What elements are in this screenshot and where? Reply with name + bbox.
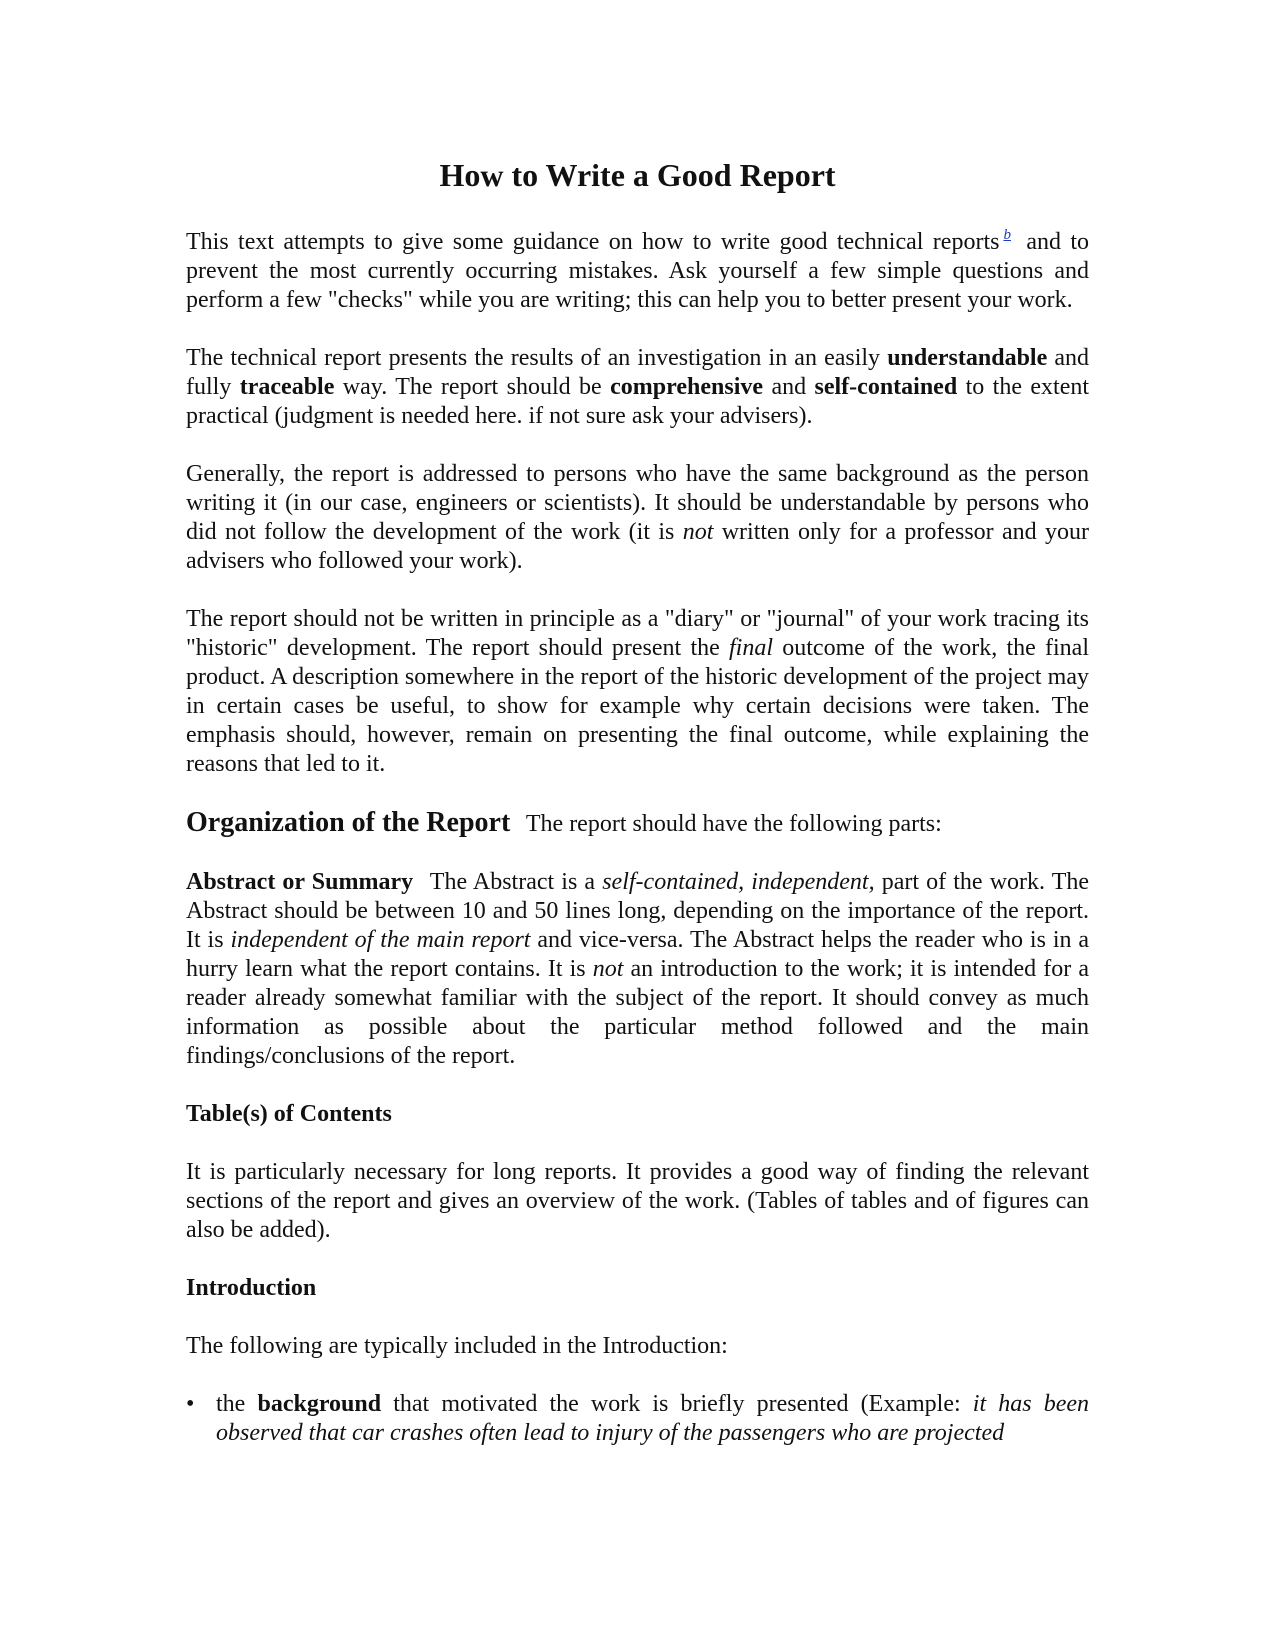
paragraph-technical-report [186, 344, 1089, 431]
text-run: to the extent practical (judgment is needed here. if not sure ask your advisers). [186, 374, 1090, 429]
text-run: and [771, 374, 807, 400]
text-run: part of the work. The Abstract should be between 10 and 50 lines long, depending on the importance of the report. It is [186, 869, 1090, 953]
toc-paragraph: It is particularly necessary for long reports. It provides a good way of finding the relevant sections of the report and gives an overview of the work. (Tables of tables and of figures can also be added). [186, 1159, 1089, 1243]
organization-heading: Organization of the Report [186, 807, 511, 838]
document-title: How to Write a Good Report [439, 157, 836, 193]
organization-section [186, 808, 1089, 839]
introduction-heading: Introduction [186, 1275, 317, 1301]
text-run: The technical report presents the results of an investigation in an easily [186, 345, 881, 371]
toc-heading: Table(s) of Contents [186, 1101, 392, 1127]
bold-term: comprehensive [610, 374, 764, 400]
bold-term: background [257, 1391, 382, 1417]
italic-term: independent of the main report [230, 927, 531, 953]
bold-term: self-contained [814, 374, 958, 400]
italic-term: not [592, 956, 624, 982]
introduction-list [186, 1390, 1089, 1448]
abstract-section [186, 868, 1089, 1071]
text-run: an introduction to the work; it is intended for a reader already somewhat familiar with the subject of the report. It should convey as much information as possible about the particular method followed and the main findings/conclusions of the report. [186, 956, 1090, 1069]
bold-term: understandable [887, 345, 1048, 371]
bold-term: traceable [239, 374, 335, 400]
text-run: and vice-versa. The Abstract helps the reader who is in a hurry learn what the report contains. It is [186, 927, 1090, 982]
organization-text: The report should have the following parts: [525, 811, 942, 837]
paragraph-not-diary [186, 605, 1089, 779]
intro-text-a: This text attempts to give some guidance on how to write good technical reports [186, 229, 1000, 255]
intro-paragraph [186, 221, 1089, 315]
text-run: The report should not be written in principle as a "diary" or "journal" of your work tracing its "historic" development. The report should present the [186, 606, 1089, 661]
intro-text-b: and to prevent the most currently occurring mistakes. Ask yourself a few simple questions and perform a few "checks" while you are writing; this can help you to better present your work. [186, 229, 1089, 313]
text-run: Generally, the report is addressed to persons who have the same background as the person writing it (in our case, engineers or scientists). It should be understandable by persons who did not follow the development of the work (it is [186, 461, 1089, 545]
text-run: The Abstract is a [429, 869, 596, 895]
paragraph-audience [186, 460, 1089, 576]
italic-term: self-contained, independent, [602, 869, 875, 895]
text-run: the [216, 1391, 246, 1417]
italic-term: final [729, 635, 774, 661]
text-run: and fully [186, 345, 1090, 400]
text-run: outcome of the work, the final product. A description somewhere in the report of the historic development of the project may in certain cases be useful, to show for example why certain decisions were taken. The emphasis should, however, remain on presenting the final outcome, while explaining the reasons that led to it. [186, 635, 1089, 777]
text-run: written only for a professor and your advisers who followed your work). [186, 519, 1089, 574]
abstract-heading: Abstract or Summary [186, 869, 414, 895]
text-run: that motivated the work is briefly presented (Example: [393, 1391, 961, 1417]
italic-term: not [682, 519, 714, 545]
italic-term: it has been observed that car crashes often lead to injury of the passengers who are projected [216, 1391, 1090, 1446]
introduction-paragraph: The following are typically included in the Introduction: [186, 1333, 728, 1359]
text-run: way. The report should be [342, 374, 602, 400]
footnote-link[interactable]: b [1003, 227, 1011, 243]
list-item [186, 1390, 1089, 1448]
document-page [186, 155, 1089, 1448]
bullet-icon: • [186, 1391, 195, 1417]
